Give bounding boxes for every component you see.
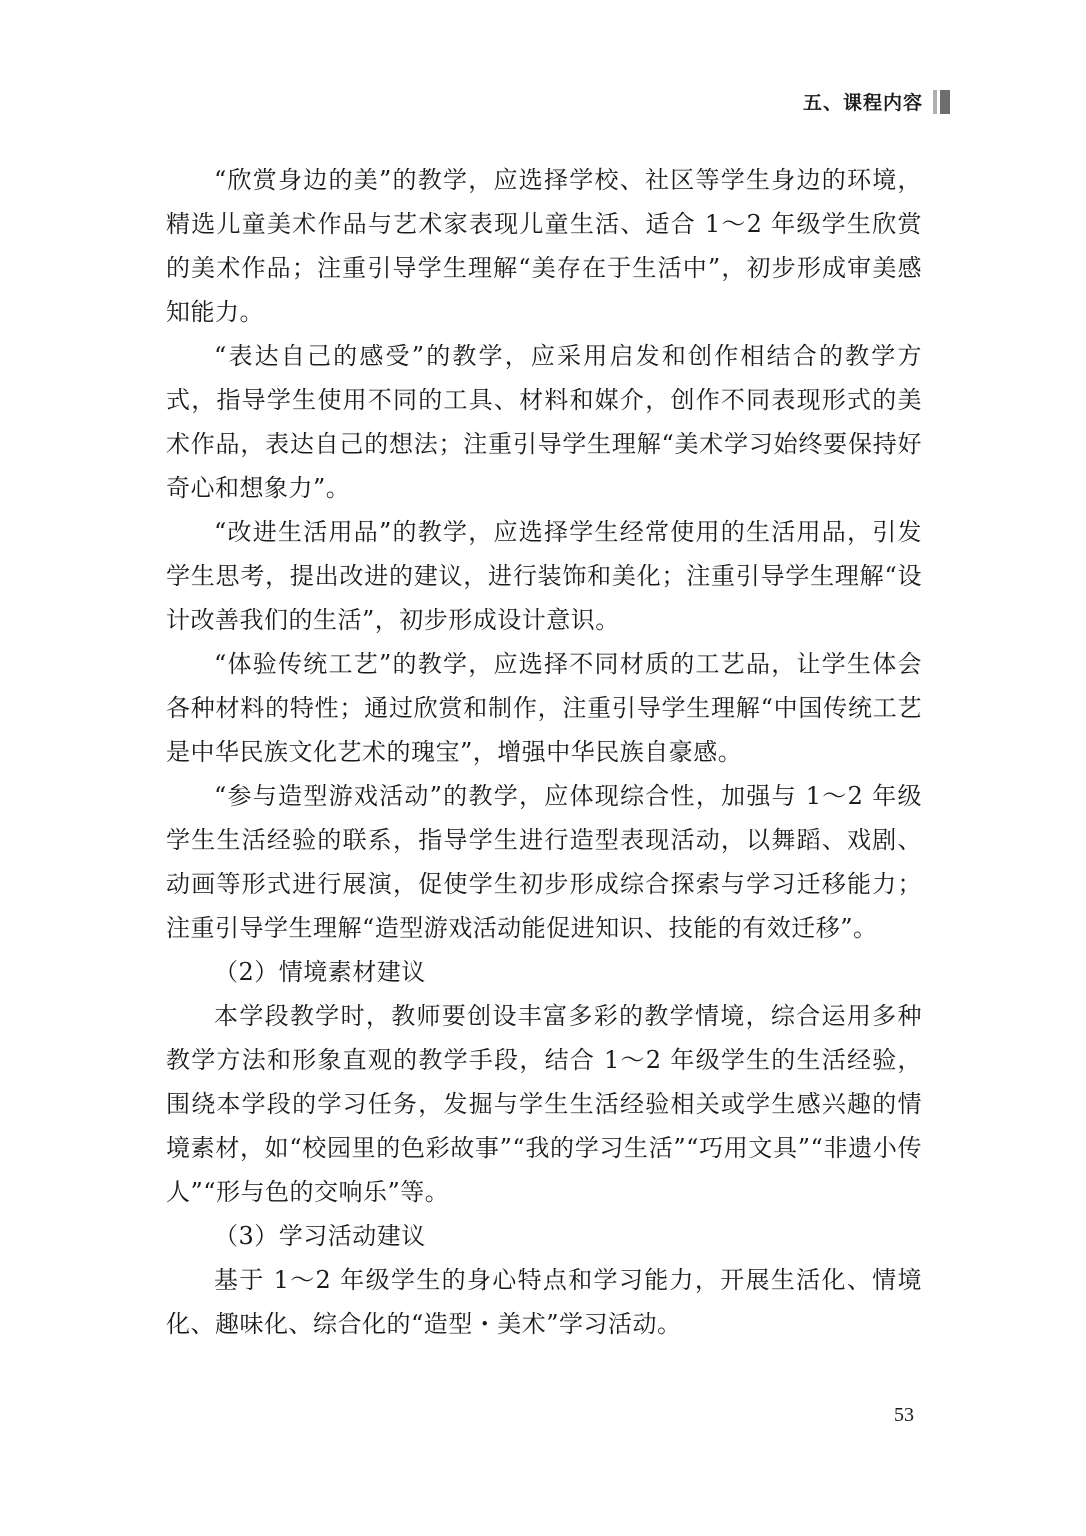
- page-number: 53: [894, 1404, 914, 1426]
- header-bar-thin: [933, 90, 937, 114]
- paragraph-modeling-games: “参与造型游戏活动”的教学，应体现综合性，加强与 1～2 年级学生生活经验的联系，指导学生进行造型表现活动，以舞蹈、戏剧、动画等形式进行展演，促使学生初步形成综合探索与学习迁移能力；注重引导学生理解“造型游戏活动能促进知识、技能的有效迁移”。: [166, 782, 922, 942]
- header-bar-thick: [940, 90, 950, 114]
- body-text: [166, 158, 922, 1346]
- running-header: [803, 88, 950, 115]
- subheading-learning-activities: （3）学习活动建议: [214, 1222, 426, 1250]
- section-title: 五、课程内容: [802, 92, 923, 114]
- paragraph-express-feelings: “表达自己的感受”的教学，应采用启发和创作相结合的教学方式，指导学生使用不同的工具、材料和媒介，创作不同表现形式的美术作品，表达自己的想法；注重引导学生理解“美术学习始终要保持好奇心和想象力”。: [166, 342, 922, 502]
- header-bar-mark: [933, 90, 950, 114]
- subheading-context-materials: （2）情境素材建议: [214, 958, 426, 986]
- paragraph-context-materials: 本学段教学时，教师要创设丰富多彩的教学情境，综合运用多种教学方法和形象直观的教学手段，结合 1～2 年级学生的生活经验，围绕本学段的学习任务，发掘与学生生活经验相关或学生感兴趣的情境素材，如“校园里的色彩故事”“我的学习生活”“巧用文具”“非遗小传人”“形与色的交响乐”等。: [166, 1002, 922, 1206]
- paragraph-appreciate-beauty: “欣赏身边的美”的教学，应选择学校、社区等学生身边的环境，精选儿童美术作品与艺术家表现儿童生活、适合 1～2 年级学生欣赏的美术作品；注重引导学生理解“美存在于生活中”，初步形成审美感知能力。: [166, 166, 922, 326]
- paragraph-learning-activities: 基于 1～2 年级学生的身心特点和学习能力，开展生活化、情境化、趣味化、综合化的“造型・美术”学习活动。: [166, 1266, 922, 1338]
- paragraph-traditional-crafts: “体验传统工艺”的教学，应选择不同材质的工艺品，让学生体会各种材料的特性；通过欣赏和制作，注重引导学生理解“中国传统工艺是中华民族文化艺术的瑰宝”，增强中华民族自豪感。: [166, 650, 922, 766]
- paragraph-improve-daily-items: “改进生活用品”的教学，应选择学生经常使用的生活用品，引发学生思考，提出改进的建议，进行装饰和美化；注重引导学生理解“设计改善我们的生活”，初步形成设计意识。: [166, 518, 922, 634]
